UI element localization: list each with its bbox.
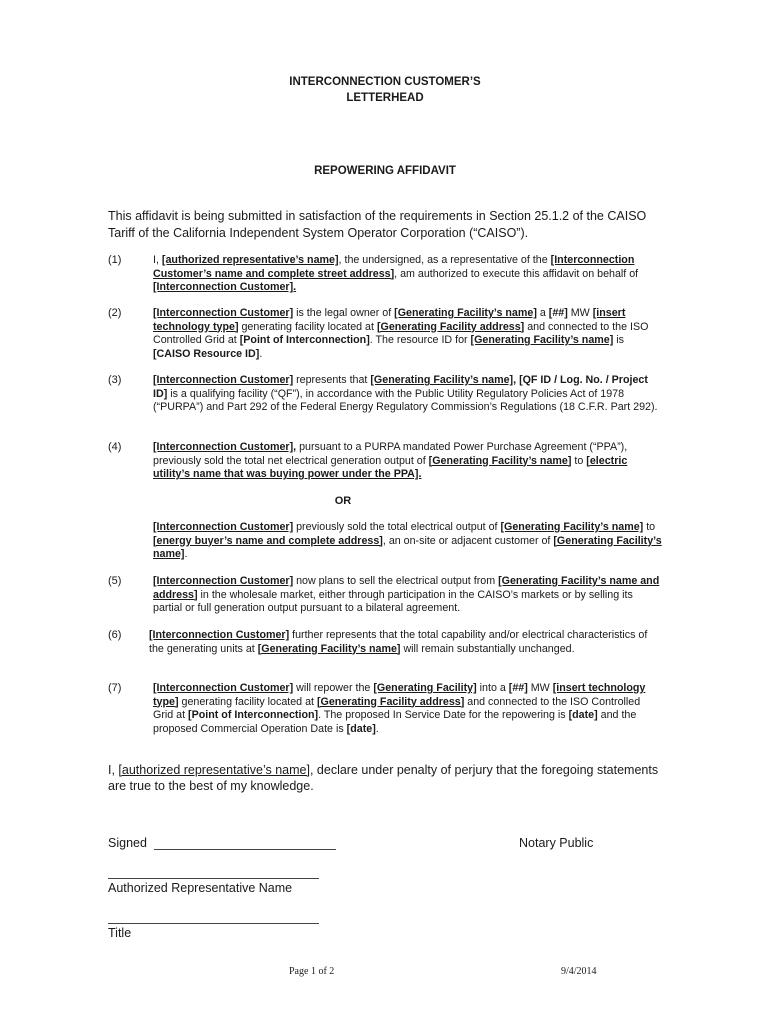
name-line	[108, 878, 319, 879]
authorized-representative-name-label: Authorized Representative Name	[108, 881, 293, 895]
item-number-6: (6)	[108, 629, 122, 641]
item-number-4: (4)	[108, 441, 122, 453]
or-separator: OR	[334, 495, 352, 507]
item-number-1: (1)	[108, 254, 122, 266]
item-7-text: [Interconnection Customer] will repower the [Generating Facility] into a [##] MW [insert technology type] generating facility located at [Generating Facility address] and connected to the ISO Controlled Grid at [Point of Interconnection]. The proposed In Service Date for the repowering is [date] and the proposed Commercial Operation Date is [date].	[153, 682, 646, 735]
item-number-2: (2)	[108, 307, 122, 319]
signature-line	[154, 849, 336, 850]
item-number-3: (3)	[108, 374, 122, 386]
item-number-5: (5)	[108, 575, 122, 587]
signed-label: Signed	[108, 836, 147, 850]
letterhead-line-1: INTERCONNECTION CUSTOMER’S	[289, 76, 481, 88]
page-number: Page 1 of 2	[289, 966, 335, 977]
item-6-text: [Interconnection Customer] further represents that the total capability and/or electrical characteristics of the generating units at [Generating Facility’s name] will remain substantially unchanged.	[149, 629, 648, 655]
title-label: Title	[108, 926, 132, 940]
item-1-text: I, [authorized representative’s name], the undersigned, as a representative of the [Interconnection Customer’s name and complete street address], am authorized to execute this affidavit on behalf of [Interconnection Customer].	[153, 254, 639, 293]
notary-public-label: Notary Public	[519, 836, 594, 850]
item-5-text: [Interconnection Customer] now plans to sell the electrical output from [Generating Facility’s name and address] in the wholesale market, either through participation in the CAISO’s markets or by selling its partial or full generation output pursuant to a bilateral agreement.	[153, 575, 660, 614]
declaration-paragraph: I, [authorized representative’s name], declare under penalty of perjury that the foregoing statements are true to the best of my knowledge.	[108, 763, 659, 793]
intro-paragraph: This affidavit is being submitted in satisfaction of the requirements in Section 25.1.2 of the CAISO Tariff of the California Independent System Operator Corporation (“CAISO”).	[108, 209, 647, 240]
item-number-7: (7)	[108, 682, 122, 694]
letterhead-line-2: LETTERHEAD	[346, 92, 424, 104]
document-title: REPOWERING AFFIDAVIT	[314, 165, 456, 177]
title-line	[108, 923, 319, 924]
item-2-text: [Interconnection Customer] is the legal owner of [Generating Facility’s name] a [##] MW [insert technology type] generating facility located at [Generating Facility address] and connected to the ISO Controlled Grid at [Point of Interconnection]. The resource ID for [Generating Facility’s name] is [CAISO Resource ID].	[153, 307, 649, 360]
item-4-alternative-text: [Interconnection Customer] previously sold the total electrical output of [Generating Facility’s name] to [energy buyer’s name and complete address], an on-site or adjacent customer of [Generating Facility’s name].	[153, 521, 662, 560]
item-4-text: [Interconnection Customer], pursuant to a PURPA mandated Power Purchase Agreement (“PPA”), previously sold the total net electrical generation output of [Generating Facility’s name] to [electric utility’s name that was buying power under the PPA].	[153, 441, 628, 480]
item-3-text: [Interconnection Customer] represents that [Generating Facility’s name], [QF ID / Log. No. / Project ID] is a qualifying facility (“QF”), in accordance with the Public Utility Regulatory Policies Act of 1978 (“PURPA”) and Part 292 of the Federal Energy Regulatory Commission’s Regulations (18 C.F.R. Part 292).	[153, 374, 658, 413]
footer-date: 9/4/2014	[561, 966, 597, 977]
